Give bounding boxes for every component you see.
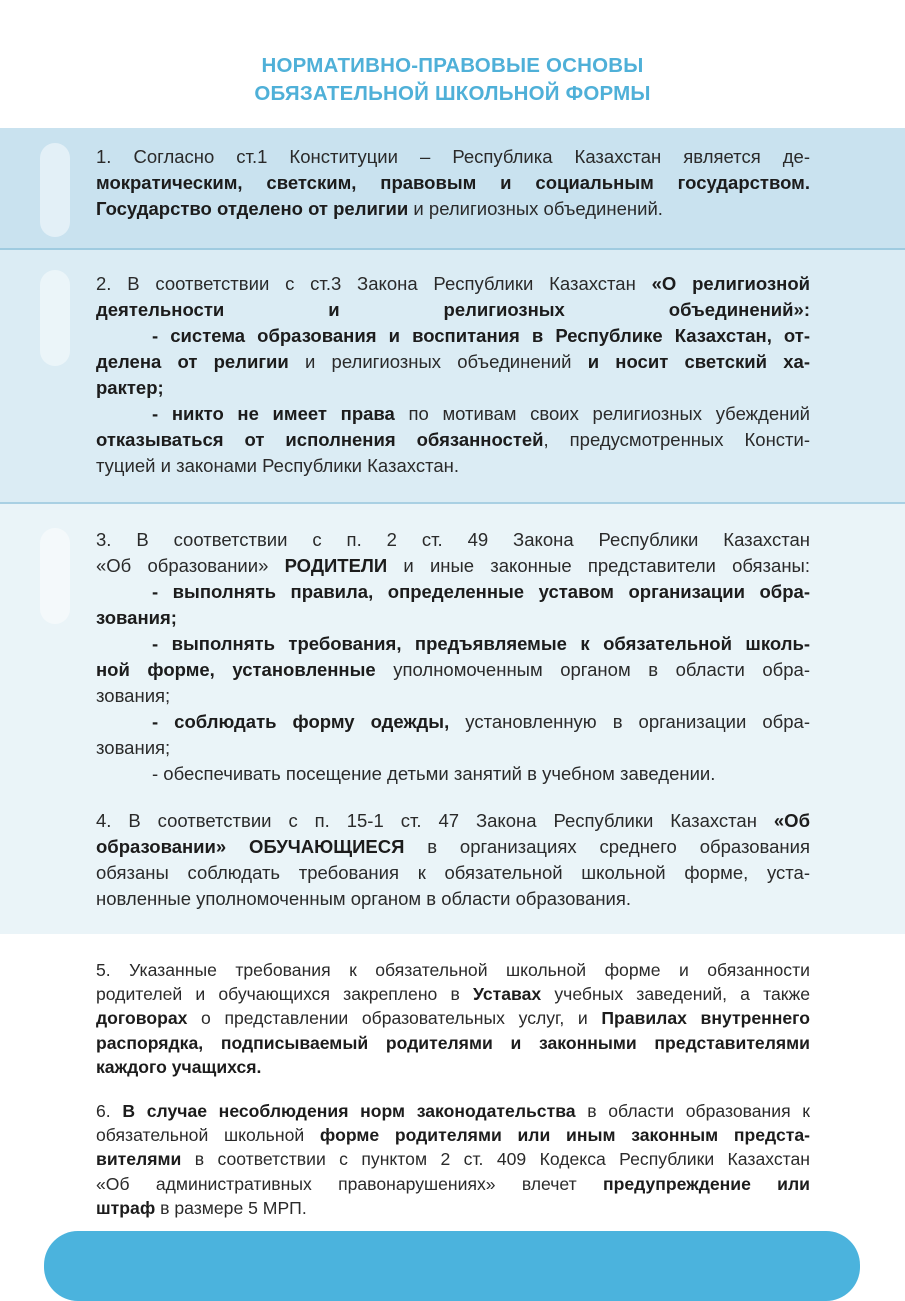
p3-line xyxy=(96,631,810,657)
p2-line xyxy=(96,375,810,401)
p3-line xyxy=(96,735,810,761)
text: в размере 5 МРП. xyxy=(155,1197,307,1218)
p4-line xyxy=(96,834,810,860)
p3-line xyxy=(96,657,810,683)
decorative-pill-2 xyxy=(40,270,70,366)
text: учебных заведений, а также xyxy=(541,984,810,1005)
p6-line xyxy=(96,1172,810,1196)
text: по мотивам своих религиозных убеждений xyxy=(394,403,810,424)
text: 6. xyxy=(96,1101,123,1121)
bold-text: форме родителями или иным законным предста- xyxy=(319,1125,810,1146)
p2-line xyxy=(96,453,810,479)
bold-text: зования; xyxy=(96,607,177,628)
bold-text: - выполнять правила, определенные уставом организации обра- xyxy=(152,581,810,602)
bold-text: - никто не имеет права xyxy=(152,403,395,424)
p3-line xyxy=(96,605,810,631)
p5-line xyxy=(96,1006,810,1030)
text: новленные уполномоченным органом в области образования. xyxy=(96,888,632,909)
paragraph-3 xyxy=(96,527,810,787)
bold-text: - соблюдать форму одежды, xyxy=(152,711,450,732)
title-line-2: ОБЯЗАТЕЛЬНОЙ ШКОЛЬНОЙ ФОРМЫ xyxy=(254,82,651,105)
p6-line xyxy=(96,1196,810,1220)
text: 4. В соответствии с п. 15-1 ст. 47 Закона Республики Казахстан xyxy=(96,810,774,831)
bold-text: В случае несоблюдения норм законодательства xyxy=(122,1101,576,1121)
text: и религиозных объединений xyxy=(288,351,588,372)
p2-line xyxy=(96,427,810,453)
text: 5. Указанные требования к обязательной школьной форме и обязанности xyxy=(96,960,810,980)
p3-line xyxy=(96,761,810,787)
text: - обеспечивать посещение детьми занятий в учебном заведении. xyxy=(152,763,716,784)
p4-line xyxy=(96,860,810,886)
paragraph-2 xyxy=(96,271,810,479)
bold-text: Уставах xyxy=(473,984,542,1005)
text: Республика Казахстан является де- xyxy=(452,146,810,167)
p3-line xyxy=(96,709,810,735)
bold-text: «Об xyxy=(773,810,810,831)
text: в организациях среднего образования xyxy=(404,836,810,857)
title-line-1: НОРМАТИВНО-ПРАВОВЫЕ ОСНОВЫ xyxy=(261,54,644,77)
bold-text: распорядка, подписываемый родителями и законными представителями xyxy=(96,1032,810,1053)
bold-text: Правилах внутреннего xyxy=(601,1008,810,1029)
text: о представлении образовательных услуг, и xyxy=(187,1008,602,1029)
bottom-banner xyxy=(44,1231,860,1301)
p5-line xyxy=(96,1055,810,1079)
bold-text: деятельности и религиозных объединений»: xyxy=(96,299,810,320)
p3-line xyxy=(96,527,810,553)
text: обязательной школьной xyxy=(96,1125,320,1146)
p2-line xyxy=(96,323,810,349)
p3-line xyxy=(96,683,810,709)
p2-line xyxy=(96,401,810,427)
bold-text: РОДИТЕЛИ xyxy=(284,555,388,576)
text: обязаны соблюдать требования к обязательной школьной форме, уста- xyxy=(96,862,810,883)
bold-text: рактер; xyxy=(96,377,164,398)
p2-line xyxy=(96,271,810,297)
bold-text: вителями xyxy=(96,1149,182,1170)
bold-text: «О религиозной xyxy=(651,273,810,294)
bold-text: ной форме, установленные xyxy=(96,659,376,680)
text: 2. В соответствии с ст.3 Закона Республики Казахстан xyxy=(96,273,652,294)
p1-line xyxy=(96,170,810,196)
bold-text: - система образования и воспитания в Республике Казахстан, от- xyxy=(152,325,810,346)
bold-text: каждого учащихся. xyxy=(96,1056,262,1077)
p2-line xyxy=(96,349,810,375)
p6-line xyxy=(96,1147,810,1171)
p5-line xyxy=(96,982,810,1006)
page-title xyxy=(0,52,905,108)
text: зования; xyxy=(96,685,171,706)
text: «Об образовании» xyxy=(96,555,285,576)
text: «Об административных правонарушениях» влечет xyxy=(96,1173,603,1194)
text: зования; xyxy=(96,737,171,758)
text: туцией и законами Республики Казахстан. xyxy=(96,455,459,476)
bold-text: образовании» ОБУЧАЮЩИЕСЯ xyxy=(96,836,405,857)
decorative-pill-1 xyxy=(40,143,70,237)
text: 3. В соответствии с п. 2 ст. 49 Закона Республики Казахстан xyxy=(96,529,810,550)
p1-line xyxy=(96,196,810,222)
bold-text: - выполнять требования, предъявляемые к обязательной школь- xyxy=(152,633,810,654)
p2-line xyxy=(96,297,810,323)
text: и иные законные представители обязаны: xyxy=(387,555,810,576)
text: установленную в организации обра- xyxy=(449,711,810,732)
bold-text: договорах xyxy=(96,1008,188,1029)
paragraph-5 xyxy=(96,958,810,1079)
bold-text: предупреждение или xyxy=(602,1173,810,1194)
text: 1. Согласно ст.1 Конституции – xyxy=(96,146,453,167)
bold-text: и носит светский ха- xyxy=(587,351,810,372)
bold-text: Государство отделено от религии xyxy=(96,198,409,219)
bold-text: мократическим, светским, правовым и социальным государством. xyxy=(96,172,810,193)
decorative-pill-3 xyxy=(40,528,70,624)
text: родителей и обучающихся закреплено в xyxy=(96,984,474,1005)
p5-line xyxy=(96,958,810,982)
p6-line xyxy=(96,1123,810,1147)
paragraph-6 xyxy=(96,1099,810,1220)
p3-line xyxy=(96,579,810,605)
paragraph-1 xyxy=(96,144,810,222)
text: уполномоченным органом в области обра- xyxy=(375,659,810,680)
p3-line xyxy=(96,553,810,579)
p4-line xyxy=(96,886,810,912)
p5-line xyxy=(96,1031,810,1055)
p6-line xyxy=(96,1099,810,1123)
bold-text: штраф xyxy=(96,1197,156,1218)
text: в области образования к xyxy=(575,1101,810,1121)
text: и религиозных объединений. xyxy=(408,198,663,219)
bold-text: отказываться от исполнения обязанностей xyxy=(96,429,544,450)
bold-text: делена от религии xyxy=(96,351,289,372)
text: , предусмотренных Консти- xyxy=(543,429,811,450)
text: в соответствии с пунктом 2 ст. 409 Кодекса Республики Казахстан xyxy=(181,1149,810,1170)
paragraph-4 xyxy=(96,808,810,912)
p4-line xyxy=(96,808,810,834)
p1-line xyxy=(96,144,810,170)
